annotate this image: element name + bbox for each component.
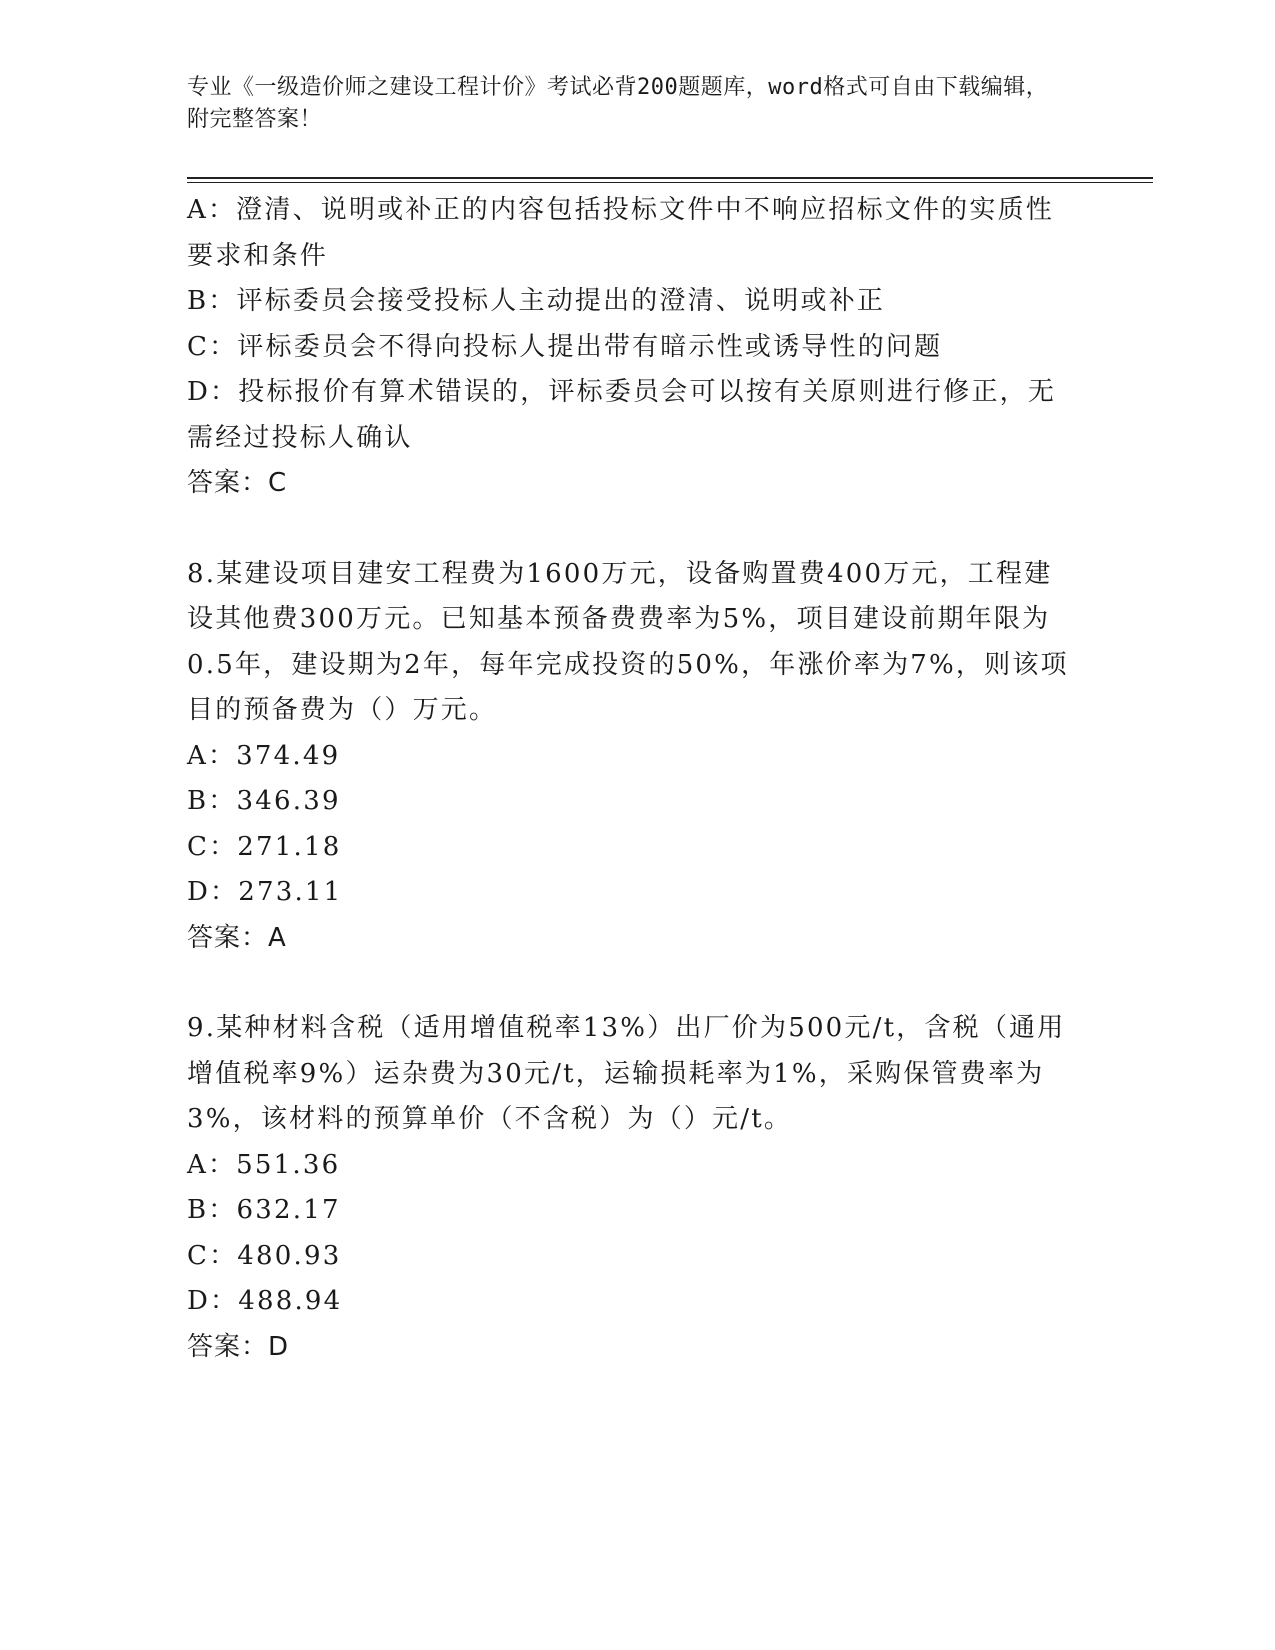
question-7 [187, 188, 1077, 507]
document-header [187, 72, 1067, 136]
option-c: C：评标委员会不得向投标人提出带有暗示性或诱导性的问题 [187, 331, 943, 362]
spacer [187, 507, 1077, 552]
header-divider [187, 177, 1153, 179]
question-8 [187, 552, 1077, 962]
option-d: D：488.94 [187, 1286, 343, 1316]
header-divider-thin [187, 182, 1153, 183]
question-content [187, 188, 1077, 1370]
option-b: B：评标委员会接受投标人主动提出的澄清、说明或补正 [187, 286, 886, 316]
answer: 答案：D [187, 1331, 290, 1362]
option-a: A：374.49 [187, 740, 341, 771]
option-d: D：273.11 [187, 877, 343, 907]
spacer [187, 961, 1077, 1006]
header-text: 专业《一级造价师之建设工程计价》考试必背200题题库，word格式可自由下载编辑，附完整答案！ [187, 75, 1049, 132]
answer: 答案：A [187, 922, 287, 953]
answer: 答案：C [187, 468, 288, 498]
question-stem: 9.某种材料含税（适用增值税率13%）出厂价为500元/t，含税（通用增值税率9%）运杂费为30元/t，运输损耗率为1%，采购保管费率为3%，该材料的预算单价（不含税）为（）元/t。 [187, 1013, 1066, 1134]
option-b: B：632.17 [187, 1195, 341, 1225]
question-9 [187, 1006, 1077, 1370]
option-b: B：346.39 [187, 786, 341, 816]
option-c: C：480.93 [187, 1240, 342, 1271]
option-c: C：271.18 [187, 831, 342, 862]
question-stem: 8.某建设项目建安工程费为1600万元，设备购置费400万元，工程建设其他费300万元。已知基本预备费费率为5%，项目建设前期年限为0.5年，建设期为2年，每年完成投资的50%，年涨价率为7%，则该项目的预备费为（）万元。 [187, 558, 1069, 725]
option-d: D：投标报价有算术错误的，评标委员会可以按有关原则进行修正，无需经过投标人确认 [187, 377, 1057, 453]
option-a: A：551.36 [187, 1149, 341, 1180]
option-a: A：澄清、说明或补正的内容包括投标文件中不响应招标文件的实质性要求和条件 [187, 195, 1054, 271]
